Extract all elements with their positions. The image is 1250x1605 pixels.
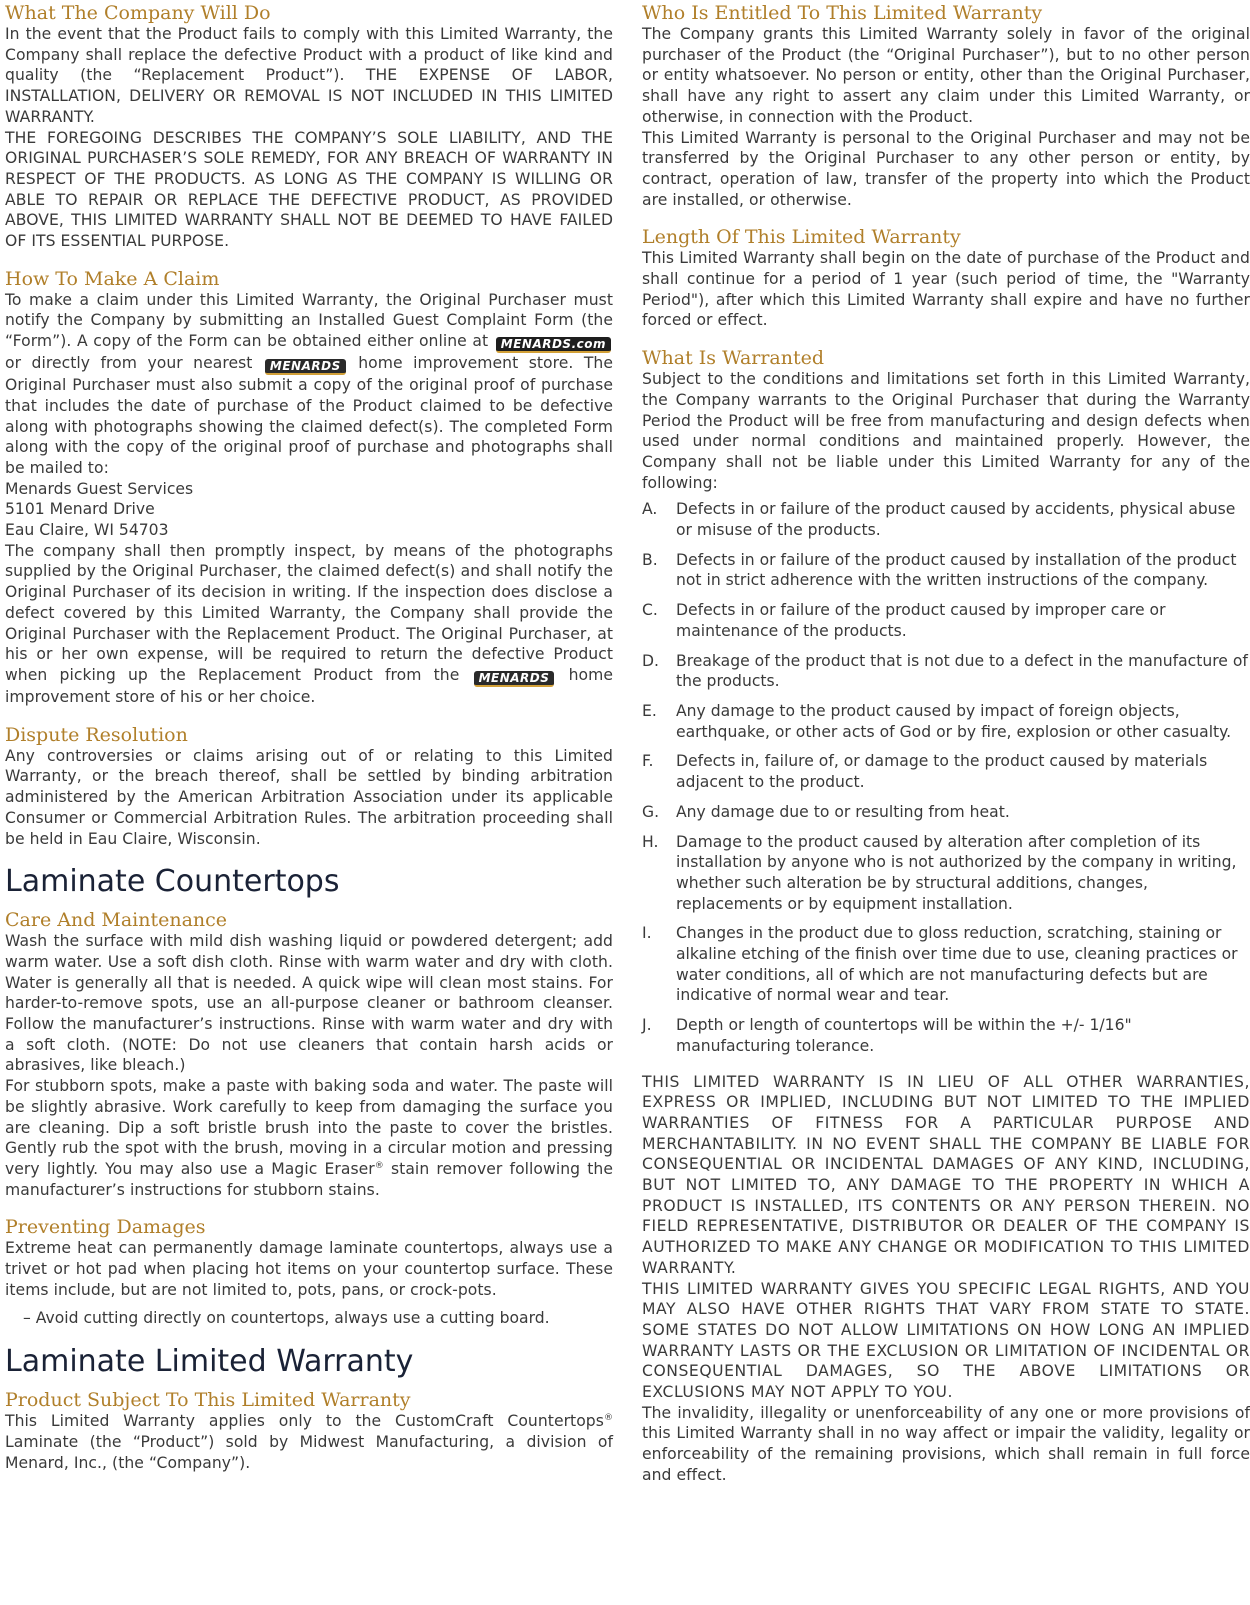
list-item-text: Breakage of the product that is not due to a defect in the manufacture of the products. <box>676 651 1248 691</box>
list-item-text: Defects in or failure of the product caused by improper care or maintenance of the products. <box>676 601 1166 640</box>
mailing-address-line: 5101 Menard Drive <box>5 500 155 519</box>
entitled-paragraph-2: This Limited Warranty is personal to the Original Purchaser and may not be transferred by the Original Purchaser to any other person or entity, by contract, operation of law, transfer of the property into which the Product are installed, or otherwise. <box>642 128 1250 209</box>
list-item-marker: I. <box>642 924 652 943</box>
list-item-text: Damage to the product caused by alteration after completion of its installation by anyone who is not authorized by the company in writing, whether such alteration be by structural additions, changes, replacements or by equipment installation. <box>676 832 1237 913</box>
severability-paragraph: The invalidity, illegality or unenforceability of any one or more provisions of this Limited Warranty shall in no way affect or impair the validity, legality or enforceability of the remaining provisions, which shall remain in full force and effect. <box>642 1403 1250 1484</box>
warranted-paragraph: Subject to the conditions and limitations set forth in this Limited Warranty, the Company warrants to the Original Purchaser that during the Warranty Period the Product will be free from manufacturing and design defects when used under normal conditions and maintained properly. However, the Company shall not be liable under this Limited Warranty for any of the following: <box>642 370 1250 492</box>
list-item <box>642 600 1250 641</box>
list-item-marker: E. <box>642 701 657 720</box>
list-item-text: Depth or length of countertops will be within the +/- 1/16" manufacturing tolerance. <box>676 1016 1132 1055</box>
claim-text-a: To make a claim under this Limited Warranty, the Original Purchaser must notify the Company by submitting an Installed Guest Complaint Form (the “Form”). A copy of the Form can be obtained either online at <box>5 290 613 351</box>
list-item-text: Defects in or failure of the product caused by installation of the product not in strict adherence with the written instructions of the company. <box>676 550 1237 590</box>
list-item <box>642 751 1250 792</box>
length-paragraph: This Limited Warranty shall begin on the date of purchase of the Product and shall continue for a period of 1 year (such period of time, the "Warranty Period"), after which this Limited Warranty shall expire and have no further forced or effect. <box>642 249 1250 330</box>
claim-paragraph-1 <box>5 290 613 479</box>
disclaimer-paragraph-1: THIS LIMITED WARRANTY IS IN LIEU OF ALL OTHER WARRANTIES, EXPRESS OR IMPLIED, INCLUDING BUT NOT LIMITED TO THE IMPLIED WARRANTIES OF FITNESS FOR A PARTICULAR PURPOSE AND MERCHANTABILITY. IN NO EVENT SHALL THE COMPANY BE LIABLE FOR CONSEQUENTIAL OR INCIDENTAL DAMAGES OF ANY KIND, INCLUDING, BUT NOT LIMITED TO, ANY DAMAGE TO THE PROPERTY IN WHICH A PRODUCT IS INSTALLED, ITS CONTENTS OR ANY PERSON THEREIN. NO FIELD REPRESENTATIVE, DISTRIBUTOR OR DEALER OF THE COMPANY IS AUTHORIZED TO MAKE ANY CHANGE OR MODIFICATION TO THIS LIMITED WARRANTY. <box>642 1072 1250 1277</box>
what-company-will-do-paragraph-2: THE FOREGOING DESCRIBES THE COMPANY’S SOLE LIABILITY, AND THE ORIGINAL PURCHASER’S SOLE REMEDY, FOR ANY BREACH OF WARRANTY IN RESPECT OF THE PRODUCTS. AS LONG AS THE COMPANY IS WILLING OR ABLE TO REPAIR OR REPLACE THE DEFECTIVE PRODUCT, AS PROVIDED ABOVE, THIS LIMITED WARRANTY SHALL NOT BE DEEMED TO HAVE FAILED OF ITS ESSENTIAL PURPOSE. <box>5 128 613 251</box>
care-paragraph-1: Wash the surface with mild dish washing liquid or powdered detergent; add warm water. Use a soft dish cloth. Rinse with warm water and dry with cloth. Water is generally all that is needed. A quick wipe will clean most stains. For harder-to-remove spots, use an all-purpose cleaner or bathroom cleanser. Follow the manufacturer’s instructions. Rinse with warm water and dry with a soft cloth. (NOTE: Do not use cleaners that contain harsh acids or abrasives, like bleach.) <box>5 932 613 1075</box>
product-subject-text-b: Laminate (the “Product”) sold by Midwest Manufacturing, a division of Menard, Inc., (the “Company”). <box>5 1432 613 1472</box>
heading-how-to-make-a-claim: How To Make A Claim <box>5 267 220 290</box>
exclusions-list <box>642 499 1250 1056</box>
heading-product-subject: Product Subject To This Limited Warranty <box>5 1389 411 1412</box>
preventing-damages-paragraph: Extreme heat can permanently damage laminate countertops, always use a trivet or hot pad when placing hot items on your countertop surface. These items include, but are not limited to, pots, pans, or crock-pots. <box>5 1239 613 1299</box>
list-item-marker: D. <box>642 651 659 670</box>
list-item <box>642 701 1250 742</box>
left-column <box>5 0 613 1473</box>
preventing-damages-bullet: – Avoid cutting directly on countertops, always use a cutting board. <box>23 1309 550 1328</box>
list-item-text: Defects in, failure of, or damage to the product caused by materials adjacent to the product. <box>676 752 1208 792</box>
list-item <box>642 499 1250 540</box>
what-company-will-do-paragraph-1: In the event that the Product fails to comply with this Limited Warranty, the Company shall replace the defective Product with a product of like kind and quality (the “Replacement Product”). THE EXPENSE OF LABOR, INSTALLATION, DELIVERY OR REMOVAL IS NOT INCLUDED IN THIS LIMITED WARRANTY. <box>5 25 613 126</box>
dispute-paragraph: Any controversies or claims arising out of or relating to this Limited Warranty, or the breach thereof, shall be settled by binding arbitration administered by the American Arbitration Association under its applicable Consumer or Commercial Arbitration Rules. The arbitration proceeding shall be held in Eau Claire, Wisconsin. <box>5 746 613 848</box>
list-item <box>642 1015 1250 1056</box>
list-item <box>642 832 1250 915</box>
list-item-text: Defects in or failure of the product caused by accidents, physical abuse or misuse of the products. <box>676 500 1236 540</box>
heading-preventing-damages: Preventing Damages <box>5 1216 206 1239</box>
section-title-laminate-limited-warranty: Laminate Limited Warranty <box>5 1344 414 1380</box>
claim-text-b: or directly from your nearest <box>5 354 253 373</box>
entitled-paragraph-1: The Company grants this Limited Warranty solely in favor of the original purchaser of the Product (the “Original Purchaser”), but to no other person or entity whatsoever. No person or entity, other than the Original Purchaser, shall have any right to assert any claim under this Limited Warranty, or otherwise, in connection with the Product. <box>642 25 1250 126</box>
heading-length-of-warranty: Length Of This Limited Warranty <box>642 226 961 249</box>
care-paragraph-2 <box>5 1076 613 1200</box>
claim-text-e: home improvement store of his or her choice. <box>5 665 613 706</box>
product-subject-paragraph <box>5 1411 613 1473</box>
care-text-b: stain remover following the manufacturer’s instructions for stubborn stains. <box>5 1159 613 1199</box>
list-item-marker: H. <box>642 832 659 851</box>
heading-dispute-resolution: Dispute Resolution <box>5 723 188 746</box>
list-item-marker: F. <box>642 752 654 771</box>
care-text-a: For stubborn spots, make a paste with baking soda and water. The paste will be slightly abrasive. Work carefully to keep from damaging the surface you are cleaning. Dip a soft bristle brush into the paste to cover the bristles. Gently rub the spot with the brush, moving in a circular motion and pressing very lightly. You may also use a Magic Eraser <box>5 1077 613 1178</box>
menards-logo: MENARDS <box>474 671 555 687</box>
heading-who-is-entitled: Who Is Entitled To This Limited Warranty <box>642 2 1043 24</box>
claim-paragraph-2 <box>5 541 613 708</box>
menards-logo: MENARDS <box>265 359 346 375</box>
heading-what-is-warranted: What Is Warranted <box>642 347 825 370</box>
heading-what-company-will-do: What The Company Will Do <box>5 2 271 24</box>
product-subject-text-a: This Limited Warranty applies only to the CustomCraft Countertops <box>5 1412 604 1431</box>
disclaimer-paragraph-2: THIS LIMITED WARRANTY GIVES YOU SPECIFIC LEGAL RIGHTS, AND YOU MAY ALSO HAVE OTHER RIGHTS THAT VARY FROM STATE TO STATE. SOME STATES DO NOT ALLOW LIMITATIONS ON HOW LONG AN IMPLIED WARRANTY LASTS OR THE EXCLUSION OR LIMITATION OF INCIDENTAL OR CONSEQUENTIAL DAMAGES, SO THE ABOVE LIMITATIONS OR EXCLUSIONS MAY NOT APPLY TO YOU. <box>642 1279 1250 1402</box>
mailing-address-line: Eau Claire, WI 54703 <box>5 521 169 540</box>
heading-care-and-maintenance: Care And Maintenance <box>5 909 228 932</box>
right-column <box>642 0 1250 1486</box>
list-item <box>642 651 1250 692</box>
list-item <box>642 802 1250 823</box>
list-item-text: Any damage due to or resulting from heat. <box>676 802 1010 821</box>
list-item-marker: A. <box>642 500 658 519</box>
menards-dotcom-logo[interactable]: MENARDS.com <box>496 337 611 353</box>
claim-text-c: home improvement store. The Original Purchaser must also submit a copy of the original proof of purchase that includes the date of purchase of the Product claimed to be defective along with photographs showing the claimed defect(s). The completed Form along with the copy of the original proof of purchase and photographs shall be mailed to: <box>5 354 614 477</box>
list-item-marker: B. <box>642 550 658 569</box>
registered-mark: ® <box>374 1160 384 1171</box>
list-item-marker: G. <box>642 802 660 821</box>
list-item-text: Changes in the product due to gloss reduction, scratching, staining or alkaline etching of the finish over time due to use, cleaning practices or water conditions, all of which are not manufacturing defects but are indicative of normal wear and tear. <box>676 924 1238 1005</box>
mailing-address-line: Menards Guest Services <box>5 479 194 498</box>
list-item-text: Any damage to the product caused by impact of foreign objects, earthquake, or other acts of God or by fire, explosion or other casualty. <box>676 701 1232 741</box>
section-title-laminate-countertops: Laminate Countertops <box>5 864 340 900</box>
registered-mark: ® <box>603 1412 613 1423</box>
list-item-marker: J. <box>642 1016 652 1035</box>
list-item <box>642 550 1250 591</box>
list-item <box>642 923 1250 1006</box>
list-item-marker: C. <box>642 601 658 620</box>
claim-text-d: The company shall then promptly inspect, by means of the photographs supplied by the Original Purchaser, the claimed defect(s) and shall notify the Original Purchaser of its decision in writing. If the inspection does disclose a defect covered by this Limited Warranty, the Company shall provide the Original Purchaser with the Replacement Product. The Original Purchaser, at his or her own expense, will be required to return the defective Product when picking up the Replacement Product from the <box>5 541 613 684</box>
